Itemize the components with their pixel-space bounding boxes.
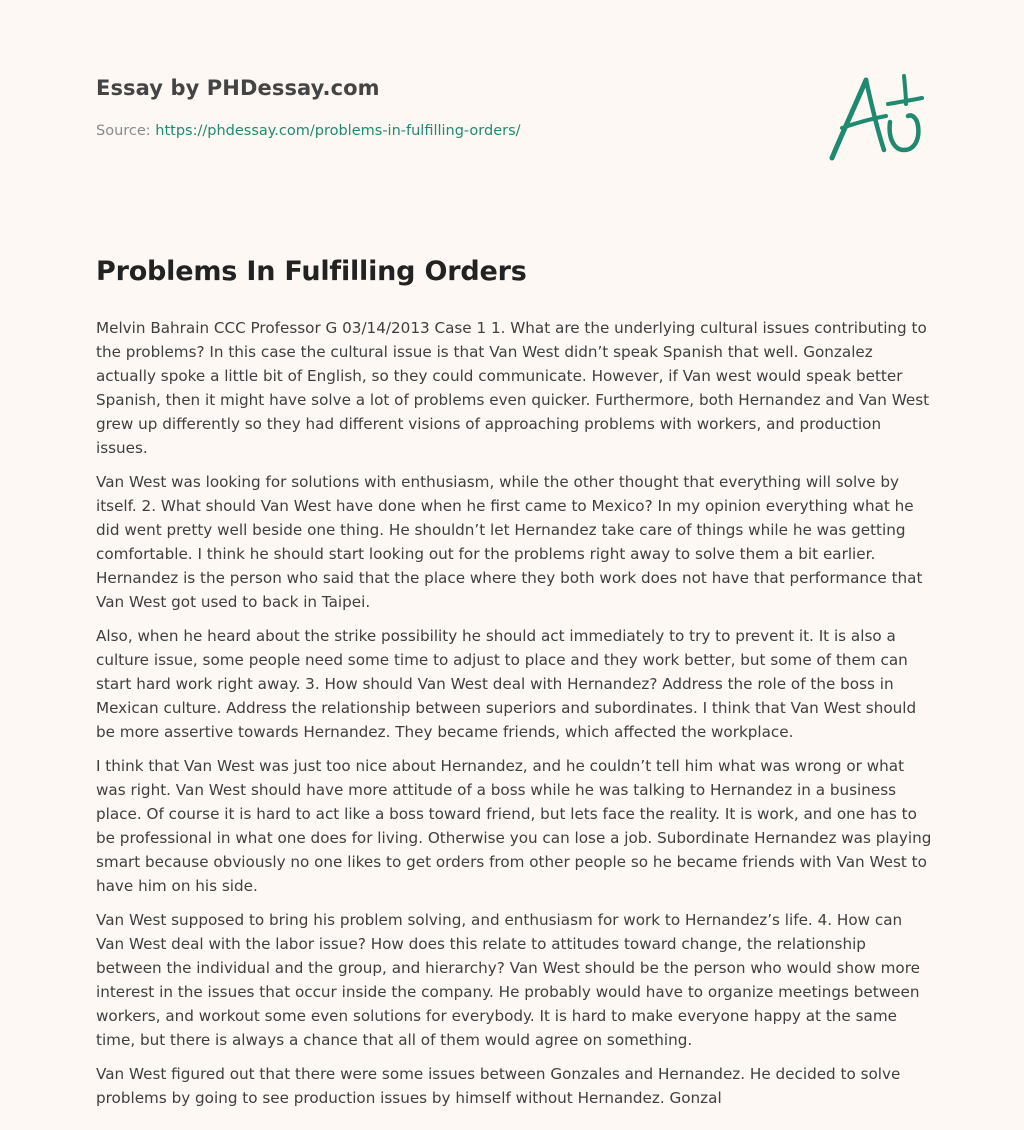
brand-title: Essay by PHDessay.com [96, 76, 380, 100]
essay-title: Problems In Fulfilling Orders [96, 256, 527, 287]
essay-header [96, 0, 928, 200]
essay-paragraph: Van West figured out that there were some issues between Gonzales and Hernandez. He decided to solve problems by going to see production issues by himself without Hernandez. Gonzal [96, 1065, 901, 1107]
essay-paragraph: Also, when he heard about the strike possibility he should act immediately to try to prevent it. It is also a culture issue, some people need some time to adjust to place and they work better, but some of them can start hard work right away. 3. How should Van West deal with Hernandez? Address the role of the boss in Mexican culture. Address the relationship between superiors and subordinates. I think that Van West should be more assertive towards Hernandez. They became friends, which affected the workplace. [96, 627, 917, 741]
essay-paragraph: Van West supposed to bring his problem solving, and enthusiasm for work to Hernandez’s life. 4. How can Van West deal with the labor issue? How does this relate to attitudes toward change, the relationship between the individual and the group, and hierarchy? Van West should be the person who would show more interest in the issues that occur inside the company. He probably would have to organize meetings between workers, and workout some even solutions for everybody. It is hard to make everyone happy at the same time, but there is always a chance that all of them would agree on something. [96, 911, 920, 1049]
essay-paragraph: Melvin Bahrain CCC Professor G 03/14/2013 Case 1 1. What are the underlying cultural issues contributing to the problems? In this case the cultural issue is that Van West didn’t speak Spanish that well. Gonzalez actually spoke a little bit of English, so they could communicate. However, if Van west would speak better Spanish, then it might have solve a lot of problems even quicker. Furthermore, both Hernandez and Van West grew up differently so they had different visions of approaching problems with workers, and production issues. [96, 319, 930, 457]
essay-paragraph: Van West was looking for solutions with enthusiasm, while the other thought that everything will solve by itself. 2. What should Van West have done when he first came to Mexico? In my opinion everything what he did went pretty well beside one thing. He shouldn’t let Hernandez take care of things while he was getting comfortable. I think he should start looking out for the problems right away to solve them a bit earlier. Hernandez is the person who said that the place where they both work does not have that performance that Van West got used to back in Taipei. [96, 473, 923, 611]
essay-body [96, 316, 932, 1120]
essay-paragraph: I think that Van West was just too nice about Hernandez, and he couldn’t tell him what was wrong or what was right. Van West should have more attitude of a boss while he was talking to Hernandez in a business place. Of course it is hard to act like a boss toward friend, but lets face the reality. It is work, and one has to be professional in what one does for living. Otherwise you can lose a job. Subordinate Hernandez was playing smart because obviously no one likes to get orders from other people so he became friends with Van West to have him on his side. [96, 757, 932, 895]
source-label: Source: [96, 123, 156, 139]
a-plus-icon [826, 70, 926, 164]
source-link[interactable]: https://phdessay.com/problems-in-fulfilling-orders/ [155, 123, 521, 139]
source-line [96, 123, 521, 139]
